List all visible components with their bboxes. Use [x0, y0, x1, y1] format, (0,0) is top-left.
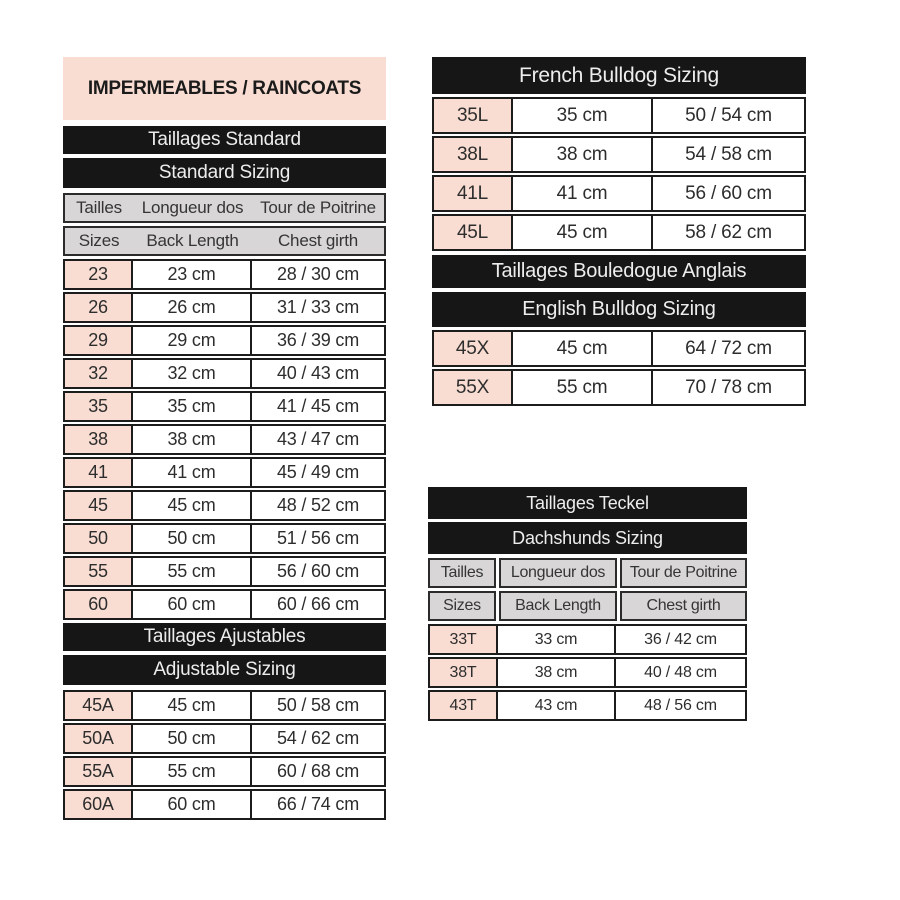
col-header-length: Back Length: [146, 231, 239, 250]
size-code-cell: 32: [65, 360, 133, 387]
size-code-cell: 23: [65, 261, 133, 288]
standard-sizing-rows: [63, 259, 386, 620]
back-length-cell: 23 cm: [133, 261, 252, 288]
size-code-cell: 26: [65, 294, 133, 321]
adjustable-sizing-rows: [63, 690, 386, 820]
chest-girth-cell: 41 / 45 cm: [276, 396, 360, 416]
col-header-tour: Tour de Poitrine: [620, 558, 747, 588]
chest-girth-cell: 48 / 52 cm: [276, 495, 360, 515]
size-code-cell: 50: [65, 525, 133, 552]
table-row: [428, 624, 747, 655]
chest-girth-cell: 50 / 58 cm: [276, 695, 360, 715]
column-headers-fr: [63, 193, 386, 223]
back-length-cell: 60 cm: [133, 791, 252, 818]
french-bulldog-header: French Bulldog Sizing: [432, 57, 806, 94]
back-length-cell: 60 cm: [133, 591, 252, 618]
back-length-cell: 38 cm: [513, 138, 653, 171]
back-length-cell: 45 cm: [513, 216, 653, 249]
column-headers-en: [63, 226, 386, 256]
col-header-sizes: Sizes: [78, 231, 120, 250]
raincoats-sizing-table: [63, 57, 386, 823]
size-code-cell: 55A: [65, 758, 133, 785]
table-row: [432, 214, 806, 251]
table-row: [428, 657, 747, 688]
back-length-cell: 55 cm: [513, 371, 653, 404]
table-row: [432, 97, 806, 134]
table-row: [63, 424, 386, 455]
col-header-longueur: Longueur dos: [499, 558, 617, 588]
table-row: [63, 358, 386, 389]
table-row: [63, 490, 386, 521]
english-bulldog-header-fr: Taillages Bouledogue Anglais: [432, 255, 806, 288]
col-header-tailles: Tailles: [76, 198, 122, 217]
back-length-cell: 50 cm: [133, 725, 252, 752]
back-length-cell: 55 cm: [133, 558, 252, 585]
chest-girth-cell: 36 / 42 cm: [644, 630, 717, 648]
chest-girth-cell: 40 / 43 cm: [276, 363, 360, 383]
size-code-cell: 43T: [430, 692, 498, 719]
chest-girth-cell: 60 / 66 cm: [276, 594, 360, 614]
back-length-cell: 35 cm: [133, 393, 252, 420]
table-row: [432, 369, 806, 406]
back-length-cell: 41 cm: [133, 459, 252, 486]
col-header-sizes: Sizes: [428, 591, 496, 621]
table-row: [63, 756, 386, 787]
chest-girth-cell: 48 / 56 cm: [644, 696, 717, 714]
chest-girth-cell: 56 / 60 cm: [685, 182, 772, 204]
col-header-tour: Tour de Poitrine: [260, 198, 376, 217]
col-header-girth: Chest girth: [620, 591, 747, 621]
dachshund-sizing-table: [428, 487, 747, 721]
size-code-cell: 60: [65, 591, 133, 618]
chest-girth-cell: 28 / 30 cm: [276, 264, 360, 284]
size-code-cell: 41: [65, 459, 133, 486]
standard-sizing-header-en: Standard Sizing: [63, 158, 386, 188]
size-code-cell: 35L: [434, 99, 513, 132]
size-code-cell: 38T: [430, 659, 498, 686]
chest-girth-cell: 43 / 47 cm: [276, 429, 360, 449]
back-length-cell: 43 cm: [498, 692, 616, 719]
table-row: [63, 523, 386, 554]
back-length-cell: 38 cm: [498, 659, 616, 686]
chest-girth-cell: 56 / 60 cm: [276, 561, 360, 581]
table-row: [63, 292, 386, 323]
size-code-cell: 35: [65, 393, 133, 420]
size-code-cell: 60A: [65, 791, 133, 818]
back-length-cell: 29 cm: [133, 327, 252, 354]
chest-girth-cell: 50 / 54 cm: [685, 104, 772, 126]
chest-girth-cell: 51 / 56 cm: [276, 528, 360, 548]
size-code-cell: 45L: [434, 216, 513, 249]
size-code-cell: 33T: [430, 626, 498, 653]
col-header-girth: Chest girth: [277, 231, 358, 250]
chest-girth-cell: 40 / 48 cm: [644, 663, 717, 681]
bulldog-sizing-table: [432, 57, 806, 410]
table-row: [63, 723, 386, 754]
table-row: [432, 136, 806, 173]
dachshund-rows: [428, 624, 747, 721]
back-length-cell: 35 cm: [513, 99, 653, 132]
chest-girth-cell: 70 / 78 cm: [685, 376, 772, 398]
size-code-cell: 50A: [65, 725, 133, 752]
col-header-length: Back Length: [499, 591, 617, 621]
dachshund-header-en: Dachshunds Sizing: [428, 522, 747, 554]
col-header-longueur: Longueur dos: [141, 198, 244, 217]
back-length-cell: 38 cm: [133, 426, 252, 453]
chest-girth-cell: 60 / 68 cm: [276, 761, 360, 781]
col-header-tailles: Tailles: [428, 558, 496, 588]
table-row: [432, 175, 806, 212]
back-length-cell: 50 cm: [133, 525, 252, 552]
table-row: [63, 589, 386, 620]
size-code-cell: 45: [65, 492, 133, 519]
size-code-cell: 45A: [65, 692, 133, 719]
table-row: [63, 259, 386, 290]
chest-girth-cell: 36 / 39 cm: [276, 330, 360, 350]
table-row: [63, 325, 386, 356]
back-length-cell: 45 cm: [513, 332, 653, 365]
size-code-cell: 38L: [434, 138, 513, 171]
back-length-cell: 33 cm: [498, 626, 616, 653]
size-code-cell: 55: [65, 558, 133, 585]
chest-girth-cell: 54 / 58 cm: [685, 143, 772, 165]
table-row: [63, 457, 386, 488]
english-bulldog-header-en: English Bulldog Sizing: [432, 292, 806, 327]
table-row: [63, 391, 386, 422]
size-code-cell: 55X: [434, 371, 513, 404]
size-code-cell: 45X: [434, 332, 513, 365]
back-length-cell: 41 cm: [513, 177, 653, 210]
back-length-cell: 45 cm: [133, 692, 252, 719]
table-row: [432, 330, 806, 367]
english-bulldog-rows: [432, 330, 806, 406]
table-row: [63, 789, 386, 820]
back-length-cell: 32 cm: [133, 360, 252, 387]
chest-girth-cell: 64 / 72 cm: [685, 337, 772, 359]
back-length-cell: 26 cm: [133, 294, 252, 321]
size-code-cell: 38: [65, 426, 133, 453]
chest-girth-cell: 54 / 62 cm: [276, 728, 360, 748]
dachshund-column-headers-fr: [428, 558, 747, 588]
dachshund-header-fr: Taillages Teckel: [428, 487, 747, 519]
raincoats-title: IMPERMEABLES / RAINCOATS: [63, 57, 386, 120]
adjustable-sizing-header-en: Adjustable Sizing: [63, 655, 386, 685]
back-length-cell: 45 cm: [133, 492, 252, 519]
french-bulldog-rows: [432, 97, 806, 251]
table-row: [63, 690, 386, 721]
chest-girth-cell: 45 / 49 cm: [276, 462, 360, 482]
adjustable-sizing-header-fr: Taillages Ajustables: [63, 623, 386, 651]
standard-sizing-header-fr: Taillages Standard: [63, 126, 386, 154]
table-row: [428, 690, 747, 721]
chest-girth-cell: 58 / 62 cm: [685, 221, 772, 243]
back-length-cell: 55 cm: [133, 758, 252, 785]
table-row: [63, 556, 386, 587]
chest-girth-cell: 31 / 33 cm: [276, 297, 360, 317]
dachshund-column-headers-en: [428, 591, 747, 621]
size-code-cell: 29: [65, 327, 133, 354]
size-code-cell: 41L: [434, 177, 513, 210]
chest-girth-cell: 66 / 74 cm: [276, 794, 360, 814]
